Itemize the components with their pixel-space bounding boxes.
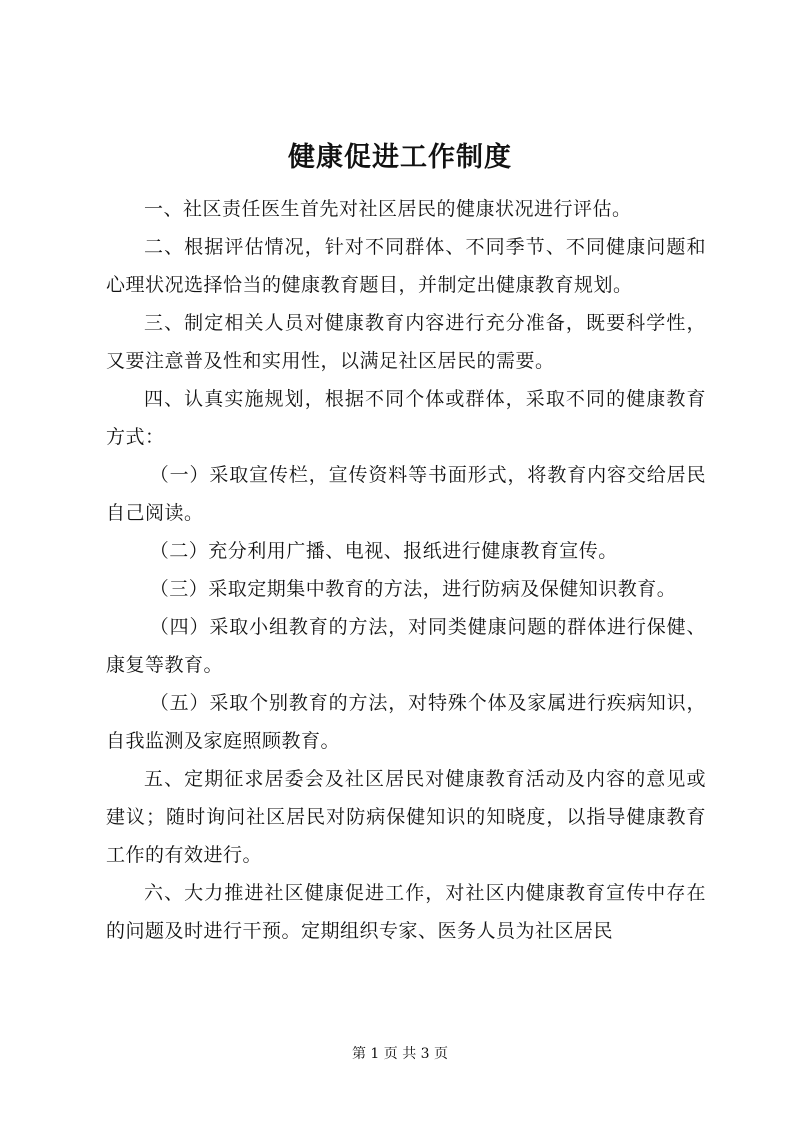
- page-title: 健康促进工作制度: [288, 142, 512, 173]
- paragraph-1: 一、社区责任医生首先对社区居民的健康状况进行评估。: [144, 198, 632, 220]
- sub-item-3: （三）采取定期集中教育的方法，进行防病及保健知识教育。: [149, 578, 677, 600]
- sub-item-1: （一）采取宣传栏，宣传资料等书面形式，将教育内容交给居民自己阅读。: [106, 464, 706, 524]
- page-number-footer: 第 1 页 共 3 页: [351, 1046, 449, 1062]
- document-body: [106, 190, 706, 950]
- sub-item-5: （五）采取个别教育的方法，对特殊个体及家属进行疾病知识，自我监测及家庭照顾教育。: [106, 692, 706, 752]
- sub-item-4: （四）采取小组教育的方法，对同类健康问题的群体进行保健、康复等教育。: [106, 616, 706, 676]
- sub-item-2: （二）充分利用广播、电视、报纸进行健康教育宣传。: [149, 540, 618, 562]
- paragraph-4: 四、认真实施规划，根据不同个体或群体，采取不同的健康教育方式：: [106, 388, 706, 448]
- paragraph-6: 六、大力推进社区健康促进工作，对社区内健康教育宣传中存在的问题及时进行干预。定期组织专家、医务人员为社区居民: [106, 882, 706, 942]
- paragraph-5: 五、定期征求居委会及社区居民对健康教育活动及内容的意见或建议；随时询问社区居民对防病保健知识的知晓度，以指导健康教育工作的有效进行。: [106, 768, 706, 866]
- paragraph-3: 三、制定相关人员对健康教育内容进行充分准备，既要科学性，又要注意普及性和实用性，以满足社区居民的需要。: [106, 312, 706, 372]
- paragraph-2: 二、根据评估情况，针对不同群体、不同季节、不同健康问题和心理状况选择恰当的健康教育题目，并制定出健康教育规划。: [106, 236, 706, 296]
